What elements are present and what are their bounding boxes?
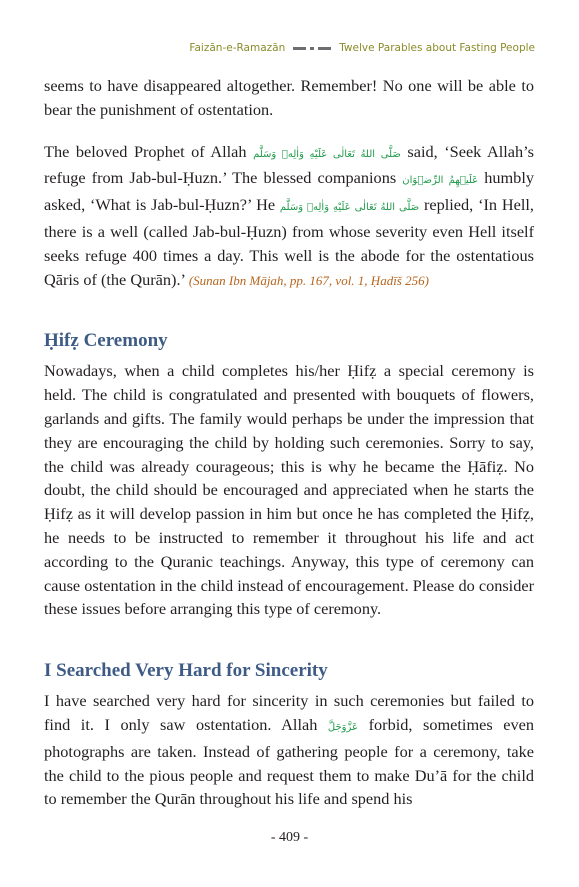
p2-text-c: humbly asked, ‘What is Jab-bul-Ḥuzn?’ He [44,168,534,215]
heading-hifz-ceremony: Ḥifẓ Ceremony [44,330,168,352]
page-number: - 409 - [270,830,309,845]
p2-text-b: said, ‘Seek Allah’s refuge from Jab-bul-Ḥuzn.’ The blessed companions [44,141,534,188]
running-header [44,40,535,56]
page-body [44,74,534,811]
p2-text-d: replied, ‘In Hell, there is a well (called Jab-bul-Ḥuzn) from whose severity even Hell itself seeks refuge 400 times a day. This well is the abode for the ostentatious Qāris of (the Qurān).’ [44,195,534,289]
paragraph-1: seems to have disappeared altogether. Remember! No one will be able to bear the punishment of ostentation. [44,76,534,119]
salutation-2: عَلَيۡهِمُ الرِّضۡوَان [402,175,479,187]
reference-citation: (Sunan Ibn Mājah, pp. 167, vol. 1, Ḥadīš 256) [188,272,429,288]
p2-text-a: The beloved Prophet of Allah [44,141,254,161]
p4-text-a: I have searched very hard for sincerity in such ceremonies but failed to find it. I only saw ostentation. Allah [44,691,534,734]
header-book-title: Faizān-e-Ramazān [189,42,286,54]
header-separator [293,47,331,50]
salutation-3: صَلَّى اللهُ تَعَالٰى عَلَيْهِ وَاٰلِهٖ وَسَلَّم [279,202,420,214]
paragraph-3: Nowadays, when a child completes his/her Ḥifẓ a special ceremony is held. The child is congratulated and presented with bouquets of flowers, garlands and gifts. The family would perhaps be under the impression that they are encouraging the child by holding such ceremonies. Sorry to say, the child was already courageous; this is why he became the Ḥāfiẓ. No doubt, the child should be encouraged and appreciated when he starts the Ḥifẓ as it will develop passion in him but once he has completed the Ḥifẓ, he needs to be instructed to remember it throughout his life and act according to the Quranic teachings. Anyway, this type of ceremony can cause ostentation in the child instead of encouragement. Please do consider these issues before arranging this type of ceremony. [44,361,534,619]
paragraph-2 [44,140,534,293]
p4-text-b: forbid, sometimes even photographs are taken. Instead of gathering people for a ceremony, take the child to the pious people and request them to make Du’ā for the child to remember the Qurān throughout his life and spend his [44,714,534,809]
salutation-1: صَلَّى اللهُ تَعَالٰى عَلَيْهِ وَاٰلِهٖ وَسَلَّم [253,148,401,160]
salutation-4: عَزَّوَجَلَّ [327,721,358,733]
paragraph-4 [44,689,534,811]
heading-sincerity: I Searched Very Hard for Sincerity [44,660,328,682]
header-chapter-title: Twelve Parables about Fasting People [339,42,535,54]
